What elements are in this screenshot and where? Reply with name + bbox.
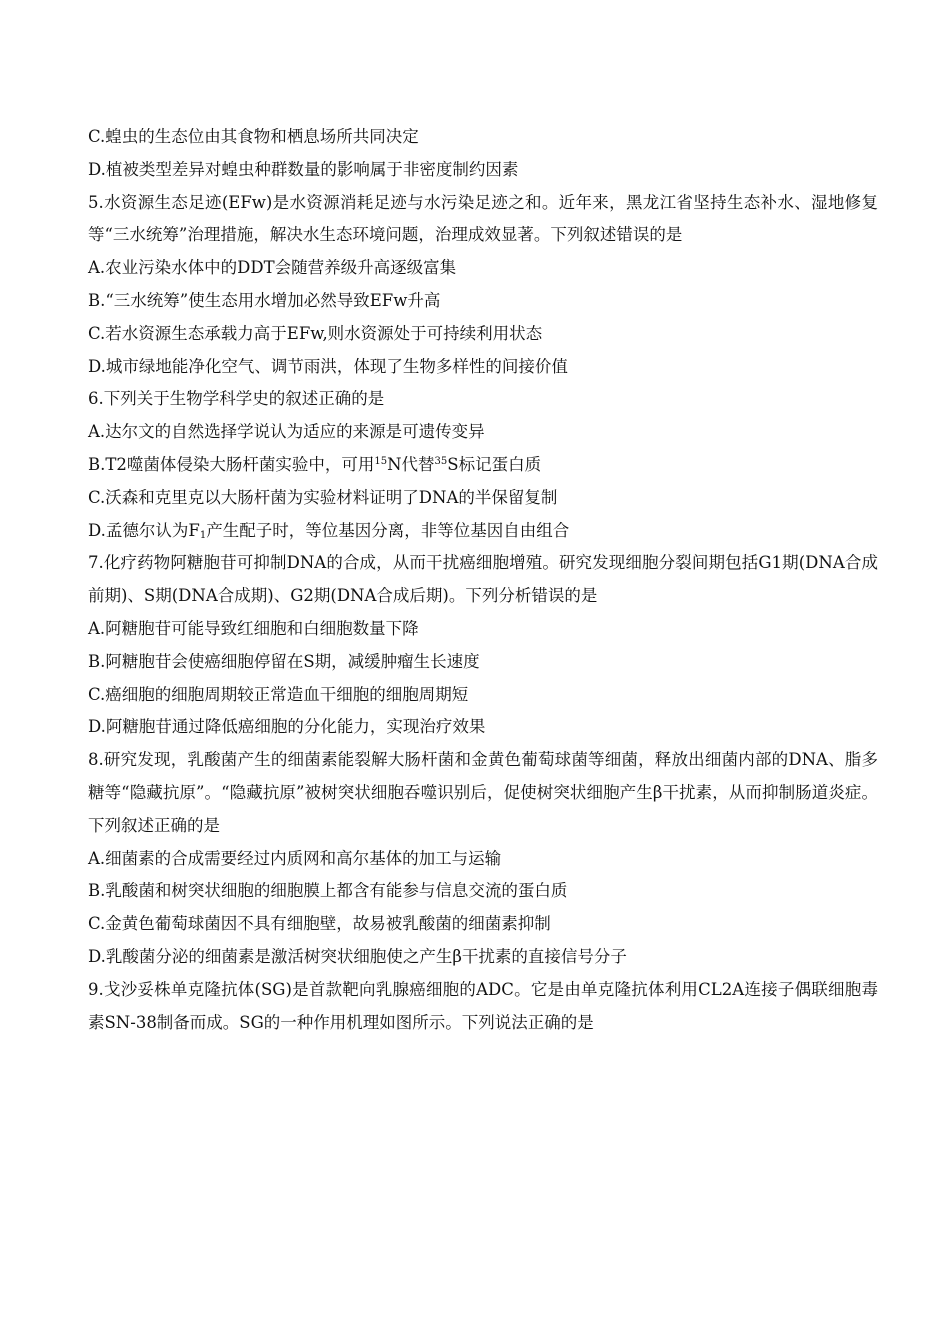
q5-option-d: D.城市绿地能净化空气、调节雨洪，体现了生物多样性的间接价值 xyxy=(88,356,568,376)
q8-option-b: B.乳酸菌和树突状细胞的细胞膜上都含有能参与信息交流的蛋白质 xyxy=(88,881,568,901)
q5-option-c: C.若水资源生态承载力高于EFw,则水资源处于可持续利用状态 xyxy=(88,323,543,343)
isotope-mass-35: 35 xyxy=(434,455,448,467)
q6-option-c: C.沃森和克里克以大肠杆菌为实验材料证明了DNA的半保留复制 xyxy=(88,487,558,507)
q6-option-d xyxy=(88,515,878,548)
q7-option-a: A.阿糖胞苷可能导致红细胞和白细胞数量下降 xyxy=(88,618,419,638)
q6-option-a: A.达尔文的自然选择学说认为适应的来源是可遗传变异 xyxy=(88,422,485,442)
q5-stem: 5.水资源生态足迹(EFw)是水资源消耗足迹与水污染足迹之和。近年来，黑龙江省坚持生态补水、湿地修复等“三水统筹”治理措施，解决水生态环境问题，治理成效显著。下列叙述错误的是 xyxy=(88,192,878,245)
q7-option-d: D.阿糖胞苷通过降低癌细胞的分化能力，实现治疗效果 xyxy=(88,717,486,737)
q8-stem: 8.研究发现，乳酸菌产生的细菌素能裂解大肠杆菌和金黄色葡萄球菌等细菌，释放出细菌内部的DNA、脂多糖等“隐藏抗原”。“隐藏抗原”被树突状细胞吞噬识别后，促使树突状细胞产生β干扰素，从而抑制肠道炎症。下列叙述正确的是 xyxy=(88,750,878,835)
q8-option-a: A.细菌素的合成需要经过内质网和高尔基体的加工与运输 xyxy=(88,848,502,868)
q5-option-b: B.“三水统筹”使生态用水增加必然导致EFw升高 xyxy=(88,290,441,310)
q6-option-b-text-3: S标记蛋白质 xyxy=(447,454,542,474)
q8-option-c: C.金黄色葡萄球菌因不具有细胞壁，故易被乳酸菌的细菌素抑制 xyxy=(88,914,551,934)
isotope-mass-15: 15 xyxy=(374,455,388,467)
q6-stem: 6.下列关于生物学科学史的叙述正确的是 xyxy=(88,389,385,409)
q7-option-b: B.阿糖胞苷会使癌细胞停留在S期，减缓肿瘤生长速度 xyxy=(88,651,480,671)
q9-stem: 9.戈沙妥株单克隆抗体(SG)是首款靶向乳腺癌细胞的ADC。它是由单克隆抗体利用CL2A连接子偶联细胞毒素SN-38制备而成。SG的一种作用机理如图所示。下列说法正确的是 xyxy=(88,979,878,1032)
q5-option-a: A.农业污染水体中的DDT会随营养级升高逐级富集 xyxy=(88,258,457,278)
q4-option-c: C.蝗虫的生态位由其食物和栖息场所共同决定 xyxy=(88,127,419,146)
generation-subscript: 1 xyxy=(199,529,207,541)
q7-stem: 7.化疗药物阿糖胞苷可抑制DNA的合成，从而干扰癌细胞增殖。研究发现细胞分裂间期包括G1期(DNA合成前期)、S期(DNA合成期)、G2期(DNA合成后期)。下列分析错误的是 xyxy=(88,553,878,606)
q7-option-c: C.癌细胞的细胞周期较正常造血干细胞的细胞周期短 xyxy=(88,684,469,704)
q6-option-d-text-1: D.孟德尔认为F xyxy=(88,520,200,540)
q6-option-d-text-2: 产生配子时，等位基因分离，非等位基因自由组合 xyxy=(206,520,570,540)
q4-option-d: D.植被类型差异对蝗虫种群数量的影响属于非密度制约因素 xyxy=(88,159,519,179)
q6-option-b xyxy=(88,449,878,482)
question-content xyxy=(88,121,878,1039)
q8-option-d: D.乳酸菌分泌的细菌素是激活树突状细胞使之产生β干扰素的直接信号分子 xyxy=(88,946,627,966)
q6-option-b-text-1: B.T2噬菌体侵染大肠杆菌实验中，可用 xyxy=(88,454,375,474)
q6-option-b-text-2: N代替 xyxy=(387,454,435,474)
